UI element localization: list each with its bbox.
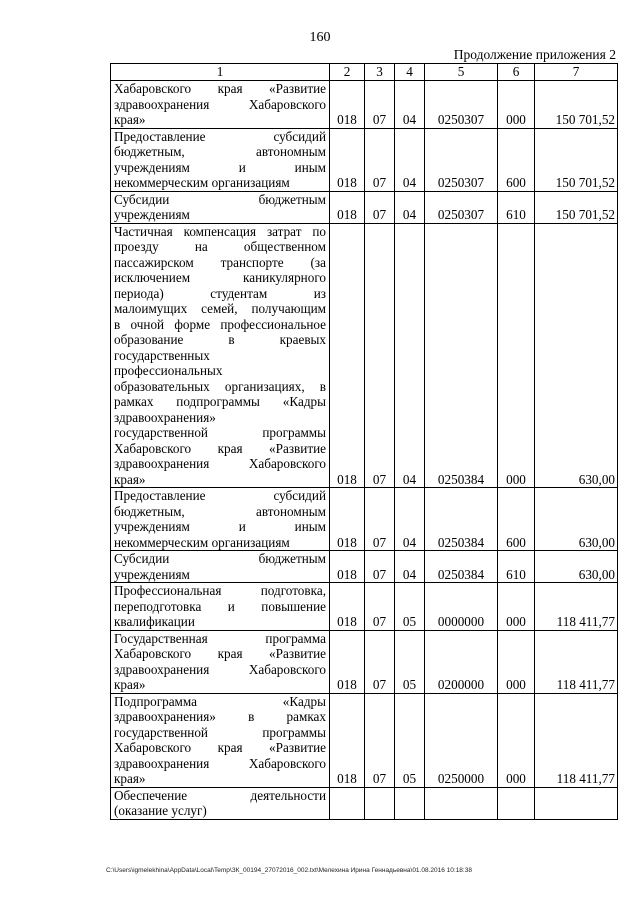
column-header-6: 6 bbox=[498, 64, 535, 81]
row-name-line: некоммерческим организациям bbox=[114, 175, 290, 190]
header-row bbox=[111, 64, 618, 81]
cell-col-5: 0250384 bbox=[425, 551, 498, 583]
table-row bbox=[111, 693, 618, 787]
row-name-line: государственной программы bbox=[114, 425, 326, 440]
row-name-line: квалификации bbox=[114, 614, 195, 629]
table-row bbox=[111, 128, 618, 191]
row-name-line: рамках подпрограммы «Кадры bbox=[114, 394, 326, 409]
row-name-line: переподготовка и повышение bbox=[114, 598, 326, 614]
cell-col-7: 630,00 bbox=[535, 223, 618, 488]
cell-col-4: 04 bbox=[395, 128, 425, 191]
budget-table bbox=[110, 63, 618, 820]
cell-col-4: 05 bbox=[395, 693, 425, 787]
column-header-3: 3 bbox=[365, 64, 395, 81]
row-name-line: Подпрограмма «Кадры bbox=[114, 693, 326, 709]
cell-col-2 bbox=[330, 787, 365, 819]
cell-col-6: 000 bbox=[498, 693, 535, 787]
cell-col-4: 04 bbox=[395, 81, 425, 129]
cell-col-6: 600 bbox=[498, 488, 535, 551]
row-name-cell bbox=[111, 81, 330, 129]
row-name-line: Субсидии бюджетным bbox=[114, 551, 326, 566]
row-name-line: здравоохранения Хабаровского bbox=[114, 755, 326, 771]
table-row bbox=[111, 787, 618, 819]
cell-col-4: 05 bbox=[395, 583, 425, 631]
row-name-cell bbox=[111, 488, 330, 551]
row-name-line: пассажирском транспорте (за bbox=[114, 254, 326, 270]
cell-col-2: 018 bbox=[330, 81, 365, 129]
cell-col-7: 118 411,77 bbox=[535, 583, 618, 631]
row-name-line: Субсидии бюджетным bbox=[114, 191, 326, 207]
row-name-line: Хабаровского края «Развитие bbox=[114, 740, 326, 755]
cell-col-3: 07 bbox=[365, 551, 395, 583]
cell-col-7: 630,00 bbox=[535, 488, 618, 551]
cell-col-4 bbox=[395, 787, 425, 819]
row-name-line: здравоохранения Хабаровского bbox=[114, 456, 326, 471]
cell-col-7: 118 411,77 bbox=[535, 630, 618, 693]
cell-col-6: 000 bbox=[498, 223, 535, 488]
cell-col-2: 018 bbox=[330, 488, 365, 551]
row-name-line: учреждениям и иным bbox=[114, 519, 326, 534]
page-number: 160 bbox=[309, 30, 331, 45]
cell-col-5: 0000000 bbox=[425, 583, 498, 631]
cell-col-4: 04 bbox=[395, 551, 425, 583]
row-name-line: Частичная компенсация затрат по bbox=[114, 223, 326, 239]
cell-col-4: 04 bbox=[395, 191, 425, 223]
cell-col-7: 150 701,52 bbox=[535, 81, 618, 129]
file-path-footer: C:\Users\igmelekhina\AppData\Local\Temp\ЗК_00194_27072016_002.txt\Мелехина Ирина Геннадьевна\01.08.2016 10:18:38 bbox=[106, 867, 472, 874]
cell-col-6: 000 bbox=[498, 81, 535, 129]
cell-col-5: 0250307 bbox=[425, 128, 498, 191]
cell-col-3: 07 bbox=[365, 693, 395, 787]
cell-col-3: 07 bbox=[365, 191, 395, 223]
row-name-line: (оказание услуг) bbox=[114, 803, 207, 818]
row-name-line: Хабаровского края «Развитие bbox=[114, 440, 326, 456]
row-name-line: края» bbox=[114, 771, 146, 786]
column-header-7: 7 bbox=[535, 64, 618, 81]
cell-col-5: 0250000 bbox=[425, 693, 498, 787]
cell-col-6: 600 bbox=[498, 128, 535, 191]
cell-col-6: 000 bbox=[498, 583, 535, 631]
cell-col-7: 150 701,52 bbox=[535, 128, 618, 191]
cell-col-5: 0250307 bbox=[425, 81, 498, 129]
cell-col-2: 018 bbox=[330, 191, 365, 223]
row-name-line: образование в краевых bbox=[114, 332, 326, 347]
column-header-2: 2 bbox=[330, 64, 365, 81]
cell-col-2: 018 bbox=[330, 583, 365, 631]
row-name-line: государственной программы bbox=[114, 724, 326, 740]
row-name-line: Государственная программа bbox=[114, 630, 326, 646]
cell-col-5 bbox=[425, 787, 498, 819]
cell-col-6: 610 bbox=[498, 551, 535, 583]
cell-col-2: 018 bbox=[330, 223, 365, 488]
column-header-1: 1 bbox=[111, 64, 330, 81]
row-name-line: в очной форме профессиональное bbox=[114, 316, 326, 332]
row-name-line: учреждениям и иным bbox=[114, 159, 326, 175]
row-name-line: Профессиональная подготовка, bbox=[114, 583, 326, 598]
table-row bbox=[111, 630, 618, 693]
row-name-line: исключением каникулярного bbox=[114, 270, 326, 285]
row-name-line: государственных bbox=[114, 347, 210, 363]
row-name-line: бюджетным, автономным bbox=[114, 144, 326, 159]
cell-col-4: 04 bbox=[395, 223, 425, 488]
cell-col-2: 018 bbox=[330, 128, 365, 191]
cell-col-5: 0250307 bbox=[425, 191, 498, 223]
row-name-cell bbox=[111, 128, 330, 191]
table-row bbox=[111, 81, 618, 129]
cell-col-5: 0250384 bbox=[425, 488, 498, 551]
cell-col-5: 0200000 bbox=[425, 630, 498, 693]
cell-col-3: 07 bbox=[365, 223, 395, 488]
table-row bbox=[111, 488, 618, 551]
row-name-line: здравоохранения» в рамках bbox=[114, 709, 326, 724]
cell-col-2: 018 bbox=[330, 551, 365, 583]
cell-col-6: 000 bbox=[498, 630, 535, 693]
row-name-line: здравоохранения» bbox=[114, 409, 216, 425]
cell-col-3: 07 bbox=[365, 81, 395, 129]
row-name-line: края» bbox=[114, 471, 146, 487]
table-body bbox=[111, 81, 618, 820]
cell-col-2: 018 bbox=[330, 693, 365, 787]
row-name-line: периода) студентам из bbox=[114, 285, 326, 301]
row-name-line: малоимущих семей, получающим bbox=[114, 301, 326, 316]
table-row bbox=[111, 583, 618, 631]
cell-col-7: 118 411,77 bbox=[535, 693, 618, 787]
cell-col-4: 04 bbox=[395, 488, 425, 551]
row-name-line: здравоохранения Хабаровского bbox=[114, 661, 326, 677]
row-name-cell bbox=[111, 630, 330, 693]
column-header-5: 5 bbox=[425, 64, 498, 81]
row-name-cell bbox=[111, 583, 330, 631]
row-name-line: учреждениям bbox=[114, 207, 190, 222]
row-name-line: здравоохранения Хабаровского bbox=[114, 96, 326, 112]
row-name-cell bbox=[111, 191, 330, 223]
cell-col-3: 07 bbox=[365, 488, 395, 551]
row-name-line: бюджетным, автономным bbox=[114, 503, 326, 519]
table-row bbox=[111, 191, 618, 223]
cell-col-5: 0250384 bbox=[425, 223, 498, 488]
row-name-line: Предоставление субсидий bbox=[114, 488, 326, 503]
cell-col-3: 07 bbox=[365, 630, 395, 693]
cell-col-7: 150 701,52 bbox=[535, 191, 618, 223]
row-name-cell bbox=[111, 223, 330, 488]
row-name-line: проезду на общественном bbox=[114, 239, 326, 254]
row-name-line: профессиональных bbox=[114, 363, 223, 378]
cell-col-6: 610 bbox=[498, 191, 535, 223]
row-name-line: края» bbox=[114, 677, 146, 692]
row-name-cell bbox=[111, 551, 330, 583]
row-name-cell bbox=[111, 693, 330, 787]
row-name-cell bbox=[111, 787, 330, 819]
cell-col-6 bbox=[498, 787, 535, 819]
cell-col-7 bbox=[535, 787, 618, 819]
row-name-line: некоммерческим организациям bbox=[114, 534, 290, 550]
cell-col-3: 07 bbox=[365, 128, 395, 191]
row-name-line: учреждениям bbox=[114, 566, 190, 582]
row-name-line: края» bbox=[114, 112, 146, 127]
column-header-4: 4 bbox=[395, 64, 425, 81]
row-name-line: образовательных организациях, в bbox=[114, 378, 326, 394]
cell-col-4: 05 bbox=[395, 630, 425, 693]
table-row bbox=[111, 551, 618, 583]
table-row bbox=[111, 223, 618, 488]
row-name-line: Хабаровского края «Развитие bbox=[114, 81, 326, 96]
cell-col-2: 018 bbox=[330, 630, 365, 693]
cell-col-3: 07 bbox=[365, 583, 395, 631]
row-name-line: Обеспечение деятельности bbox=[114, 787, 326, 803]
cell-col-3 bbox=[365, 787, 395, 819]
cell-col-7: 630,00 bbox=[535, 551, 618, 583]
row-name-line: Предоставление субсидий bbox=[114, 128, 326, 144]
row-name-line: Хабаровского края «Развитие bbox=[114, 646, 326, 661]
continuation-label: Продолжение приложения 2 bbox=[453, 47, 616, 62]
